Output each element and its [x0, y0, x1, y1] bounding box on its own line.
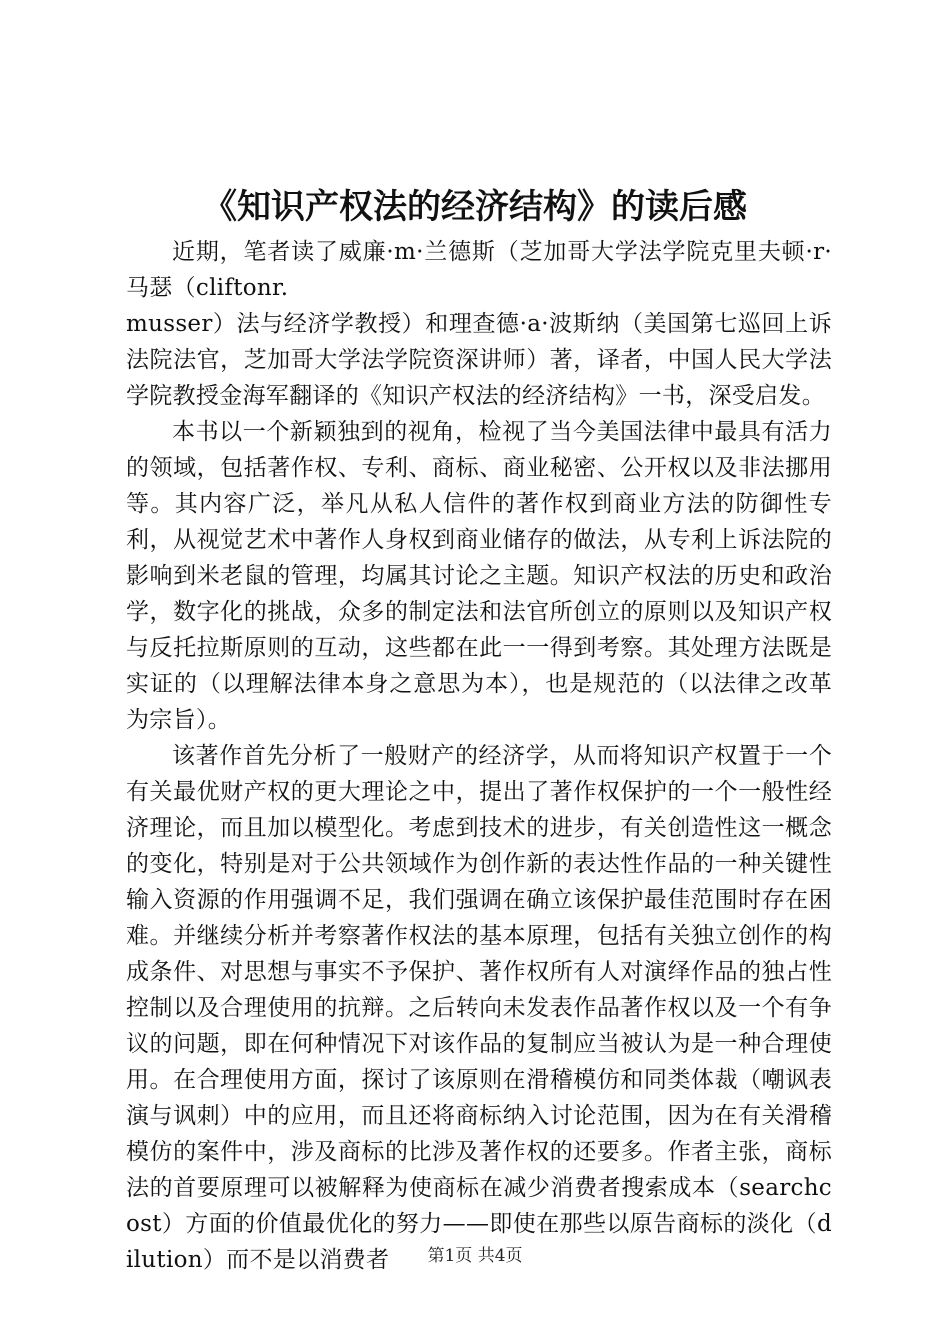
paragraph-intro-continued: musser）法与经济学教授）和理查德·a·波斯纳（美国第七巡回上诉法院法官，芝加哥大学法学院资深讲师）著，译者，中国人民大学法学院教授金海军翻译的《知识产权法的经济结构》一书，深受启发。: [126, 311, 832, 409]
document-body: [126, 234, 832, 1278]
document-title: 《知识产权法的经济结构》的读后感: [203, 187, 747, 227]
paragraph-intro: 近期，笔者读了威廉·m·兰德斯（芝加哥大学法学院克里夫顿·r·马瑟（cliftonr.: [126, 239, 832, 301]
paragraph-book-overview: 本书以一个新颖独到的视角，检视了当今美国法律中最具有活力的领域，包括著作权、专利、商标、商业秘密、公开权以及非法挪用等。其内容广泛，举凡从私人信件的著作权到商业方法的防御性专利，从视觉艺术中著作人身权到商业储存的做法，从专利上诉法院的影响到米老鼠的管理，均属其讨论之主题。知识产权法的历史和政治学，数字化的挑战，众多的制定法和法官所创立的原则以及知识产权与反托拉斯原则的互动，这些都在此一一得到考察。其处理方法既是实证的（以理解法律本身之意思为本），也是规范的（以法律之改革为宗旨）。: [126, 419, 832, 733]
page-footer: 第1页 共4页: [427, 1246, 523, 1266]
paragraph-analysis: 该著作首先分析了一般财产的经济学，从而将知识产权置于一个有关最优财产权的更大理论之中，提出了著作权保护的一个一般性经济理论，而且加以模型化。考虑到技术的进步，有关创造性这一概念的变化，特别是对于公共领域作为创作新的表达性作品的一种关键性输入资源的作用强调不足，我们强调在确立该保护最佳范围时存在困难。并继续分析并考察著作权法的基本原理，包括有关独立创作的构成条件、对思想与事实不予保护、著作权所有人对演绎作品的独占性控制以及合理使用的抗辩。之后转向未发表作品著作权以及一个有争议的问题，即在何种情况下对该作品的复制应当被认为是一种合理使用。在合理使用方面，探讨了该原则在滑稽模仿和同类体裁（嘲讽表演与讽刺）中的应用，而且还将商标纳入讨论范围，因为在有关滑稽模仿的案件中，涉及商标的比涉及著作权的还要多。作者主张，商标法的首要原理可以被解释为使商标在减少消费者搜索成本（searchcost）方面的价值最优化的努力——即使在那些以原告商标的淡化（dilution）而不是以消费者: [126, 743, 832, 1273]
